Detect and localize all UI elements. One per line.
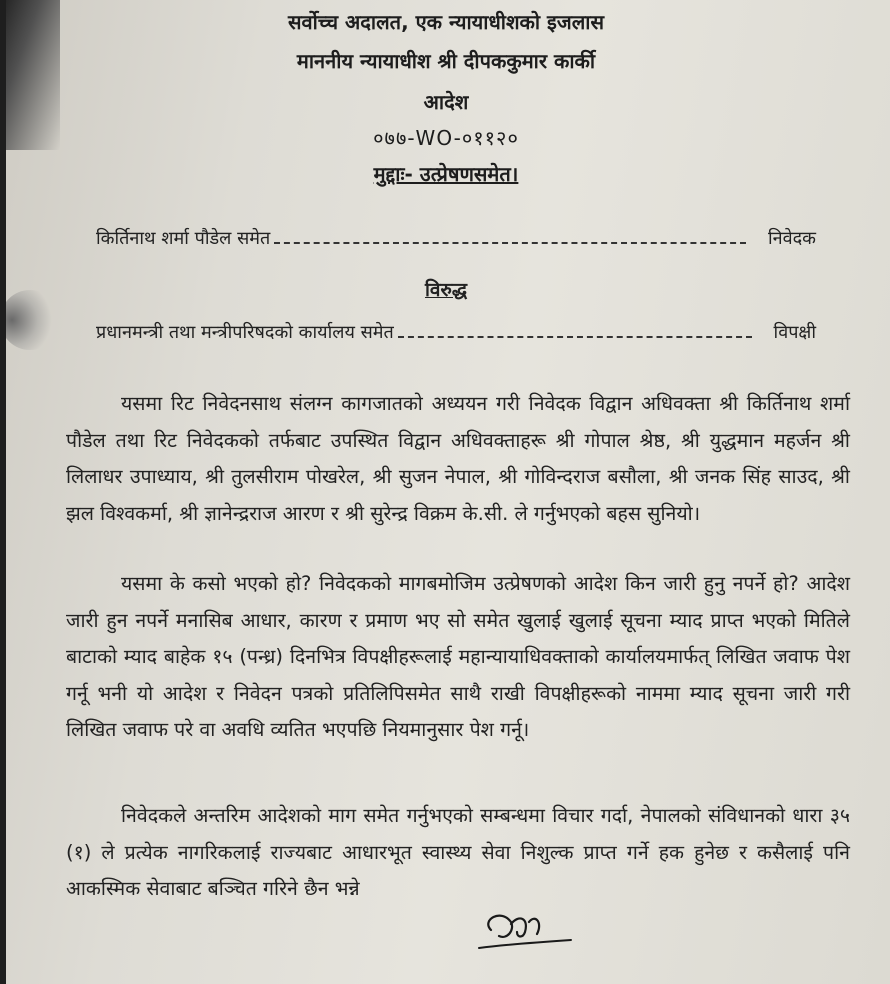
body-paragraph-2: यसमा के कसो भएको हो? निवेदकको मागबमोजिम उत्प्रेषणको आदेश किन जारी हुनु नपर्ने हो? आदेश जारी हुन नपर्ने मनासिब आधार, कारण र प्रमाण भए सो समेत खुलाई खुलाई सूचना म्याद प्राप्त भएको मितिले बाटाको म्याद बाहेक १५ (पन्ध्र) दिनभित्र विपक्षीहरूलाई महान्यायाधिवक्ताको कार्यालयमार्फत् लिखित जवाफ पेश गर्नू भनी यो आदेश र निवेदन पत्रको प्रतिलिपिसमेत साथै राखी विपक्षीहरूको नाममा म्याद सूचना जारी गरी लिखित जवाफ परे वा अवधि व्यतित भएपछि नियमानुसार पेश गर्नू। <box>66 572 850 741</box>
body-paragraph-3: निवेदकले अन्तरिम आदेशको माग समेत गर्नुभएको सम्बन्धमा विचार गर्दा, नेपालको संविधानको धारा ३५ (१) ले प्रत्येक नागरिकलाई राज्यबाट आधारभूत स्वास्थ्य सेवा निशुल्क प्राप्त गर्ने हक हुनेछ र कसैलाई पनि आकस्मिक सेवाबाट बञ्चित गरिने छैन भन्ने <box>66 804 850 900</box>
respondent-line <box>96 320 816 344</box>
petitioner-role: निवेदक <box>767 228 816 249</box>
dash-leader <box>274 241 746 244</box>
case-number: ०७७-WO-०११२० <box>373 126 519 150</box>
respondent-name: प्रधानमन्त्री तथा मन्त्रीपरिषदको कार्यालय समेत <box>96 322 394 343</box>
judge-name: माननीय न्यायाधीश श्री दीपककुमार कार्की <box>296 49 596 73</box>
dash-leader <box>398 335 752 338</box>
document-type: आदेश <box>423 90 469 114</box>
versus-heading: विरुद्ध <box>424 279 468 301</box>
respondent-role: विपक्षी <box>773 322 816 343</box>
document-page <box>6 0 890 984</box>
body-paragraph-1: यसमा रिट निवेदनसाथ संलग्न कागजातको अध्ययन गरी निवेदक विद्वान अधिवक्ता श्री किर्तिनाथ शर्मा पौडेल तथा रिट निवेदकको तर्फबाट उपस्थित विद्वान अधिवक्ताहरू श्री गोपाल श्रेष्ठ, श्री युद्धमान महर्जन श्री लिलाधर उपाध्याय, श्री तुलसीराम पोखरेल, श्री सुजन नेपाल, श्री गोविन्दराज बसौला, श्री जनक सिंह साउद, श्री झल विश्वकर्मा, श्री ज्ञानेन्द्रराज आरण र श्री सुरेन्द्र विक्रम के.सी. ले गर्नुभएको बहस सुनियो। <box>66 392 850 525</box>
handwritten-signature <box>471 900 591 970</box>
petitioner-line <box>96 226 816 250</box>
court-name: सर्वोच्च अदालत, एक न्यायाधीशको इजलास <box>288 10 604 34</box>
case-subject: मुद्दाः- उत्प्रेषणसमेत। <box>373 162 519 186</box>
page-edge-shadow <box>6 0 60 150</box>
ink-smudge <box>6 290 60 350</box>
petitioner-name: किर्तिनाथ शर्मा पौडेल समेत <box>96 228 271 249</box>
